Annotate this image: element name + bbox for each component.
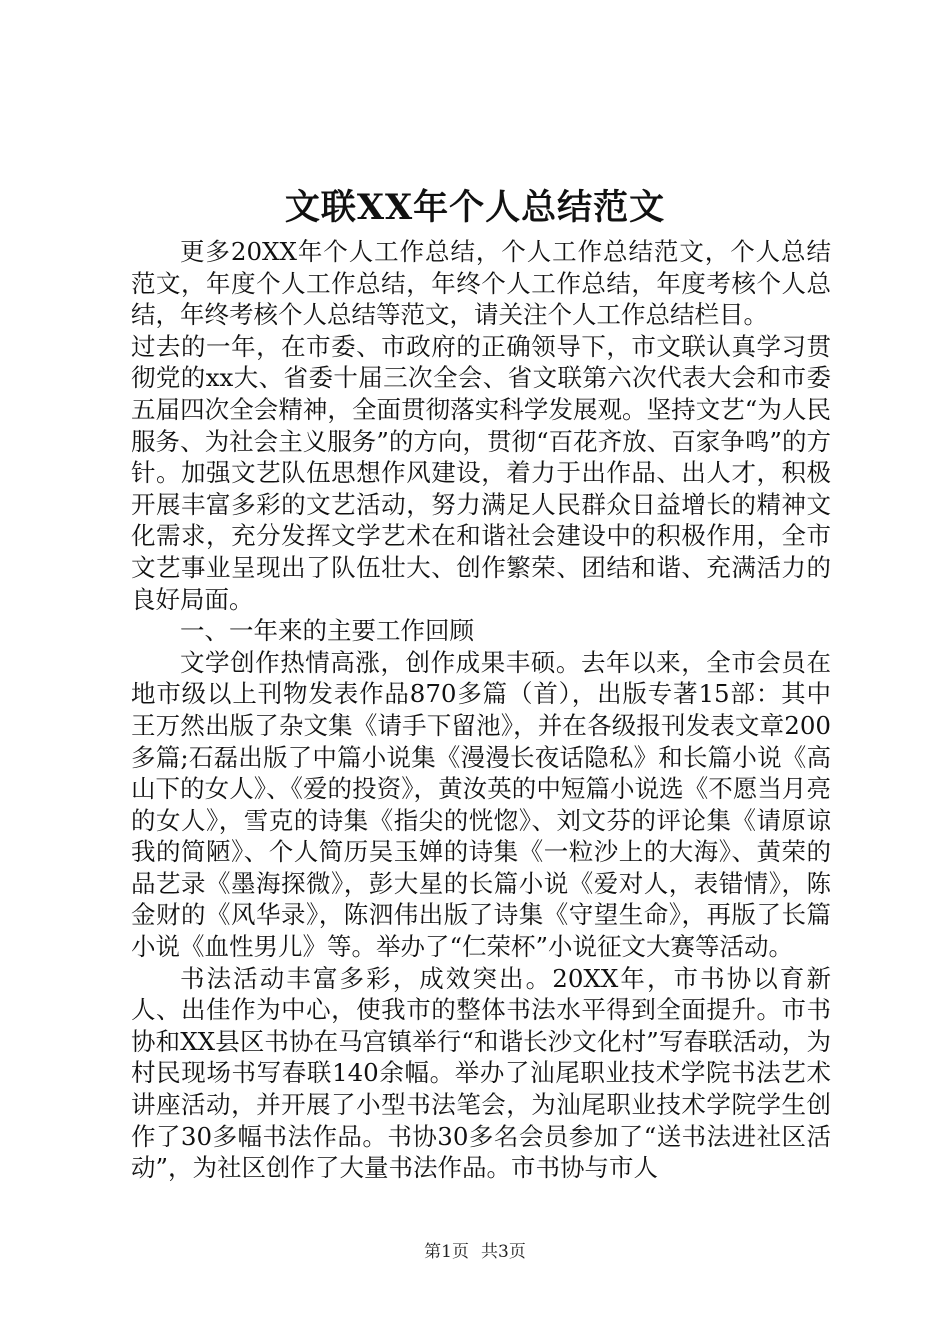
intro-paragraph: 更多20XX年个人工作总结，个人工作总结范文，个人总结范文，年度个人工作总结，年终个人工作总结，年度考核个人总结，年终考核个人总结等范文，请关注个人工作总结栏目。 [131, 237, 831, 330]
overview-paragraph: 过去的一年，在市委、市政府的正确领导下，市文联认真学习贯彻党的xx大、省委十届三次全会、省文联第六次代表大会和市委五届四次全会精神，全面贯彻落实科学发展观。坚持文艺“为人民服务、为社会主义服务”的方向，贯彻“百花齐放、百家争鸣”的方针。加强文艺队伍思想作风建设，着力于出作品、出人才，积极开展丰富多彩的文艺活动，努力满足人民群众日益增长的精神文化需求，充分发挥文学艺术在和谐社会建设中的积极作用，全市文艺事业呈现出了队伍壮大、创作繁荣、团结和谐、充满活力的良好局面。 [131, 331, 831, 614]
document-title: 文联XX年个人总结范文 [284, 187, 666, 228]
document-body [131, 236, 831, 1184]
literature-paragraph: 文学创作热情高涨，创作成果丰硕。去年以来，全市会员在地市级以上刊物发表作品870多篇（首），出版专著15部：其中王万然出版了杂文集《请手下留池》，并在各级报刊发表文章200多篇;石磊出版了中篇小说集《漫漫长夜话隐私》和长篇小说《高山下的女人》、《爱的投资》，黄汝英的中短篇小说选《不愿当月亮的女人》，雪克的诗集《指尖的恍惚》、刘文芬的评论集《请原谅我的简陋》、个人简历吴玉婵的诗集《一粒沙上的大海》、黄荣的品艺录《墨海探微》，彭大星的长篇小说《爱对人，表错情》，陈金财的《风华录》，陈泗伟出版了诗集《守望生命》，再版了长篇小说《血性男儿》等。举办了“仁荣杯”小说征文大赛等活动。 [131, 647, 831, 962]
page-footer [0, 1240, 950, 1264]
calligraphy-paragraph: 书法活动丰富多彩，成效突出。20XX年，市书协以育新人、出佳作为中心，使我市的整体书法水平得到全面提升。市书协和XX县区书协在马宫镇举行“和谐长沙文化村”写春联活动，为村民现场书写春联140余幅。举办了汕尾职业技术学院书法艺术讲座活动，并开展了小型书法笔会，为汕尾职业技术学院学生创作了30多幅书法作品。书协30多名会员参加了“送书法进社区活动”，为社区创作了大量书法作品。市书协与市人 [131, 963, 831, 1183]
page-total: 共3页 [481, 1242, 526, 1262]
section-heading: 一、一年来的主要工作回顾 [180, 616, 474, 646]
page-number: 第1页 [424, 1242, 469, 1262]
